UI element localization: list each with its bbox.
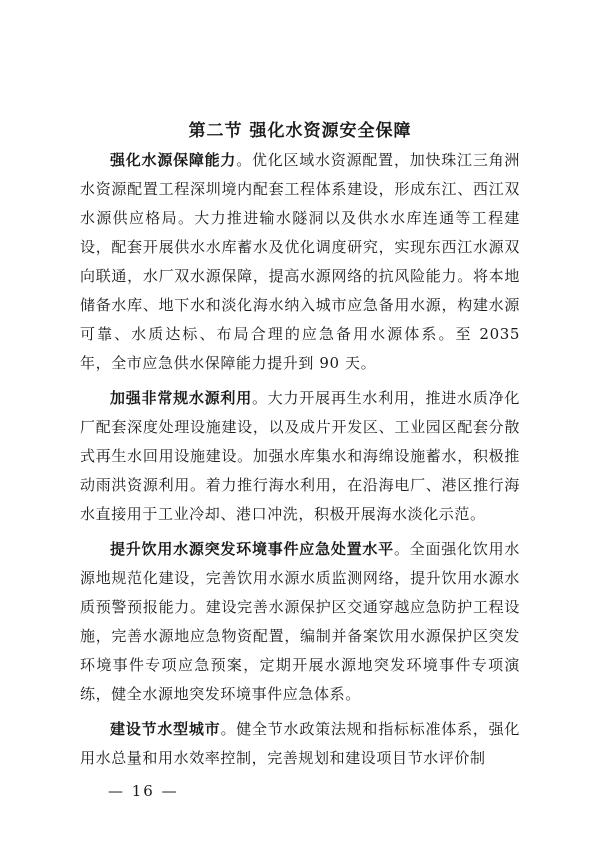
paragraph-text: 。全面强化饮用水源地规范化建设，完善饮用水源水质监测网络，提升饮用水源水质预警预报能力。建设完善水源保护区交通穿越应急防护工程设施，完善水源地应急物资配置，编制并备案饮用水源保护区突发环境事件专项应急预案，定期开展水源地突发环境事件专项演练，健全水源地突发环境事件应急体系。	[80, 540, 520, 703]
paragraph-water-source-guarantee	[80, 146, 520, 378]
paragraph-water-saving-city	[80, 715, 520, 773]
paragraph-text: 。健全节水政策法规和指标标准体系，强化用水总量和用水效率控制，完善规划和建设项目节水评价制	[80, 720, 521, 767]
paragraph-lead: 提升饮用水源突发环境事件应急处置水平	[110, 540, 394, 558]
paragraph-unconventional-water	[80, 384, 520, 529]
paragraph-emergency-response	[80, 535, 520, 709]
body-text	[80, 146, 520, 779]
paragraph-text: 。大力开展再生水利用，推进水质净化厂配套深度处理设施建设，以及成片开发区、工业园区配套分散式再生水回用设施建设。加强水库集水和海绵设施蓄水，积极推动雨洪资源利用。着力推行海水利用，在沿海电厂、港区推行海水直接用于工业冷却、港口冲洗，积极开展海水淡化示范。	[80, 389, 520, 523]
paragraph-lead: 强化水源保障能力	[110, 151, 237, 169]
page-number: — 16 —	[108, 782, 179, 800]
paragraph-lead: 建设节水型城市	[110, 720, 221, 738]
paragraph-lead: 加强非常规水源利用	[110, 389, 252, 407]
section-title: 第二节 强化水资源安全保障	[188, 121, 412, 141]
paragraph-text: 。优化区域水资源配置，加快珠江三角洲水资源配置工程深圳境内配套工程体系建设，形成东江、西江双水源供应格局。大力推进输水隧洞以及供水水库连通等工程建设，配套开展供水水库蓄水及优化调度研究，实现东西江水源双向联通，水厂双水源保障，提高水源网络的抗风险能力。将本地储备水库、地下水和淡化海水纳入城市应急备用水源，构建水源可靠、水质达标、布局合理的应急备用水源体系。至 2035 年，全市应急供水保障能力提升到 90 天。	[80, 151, 520, 372]
